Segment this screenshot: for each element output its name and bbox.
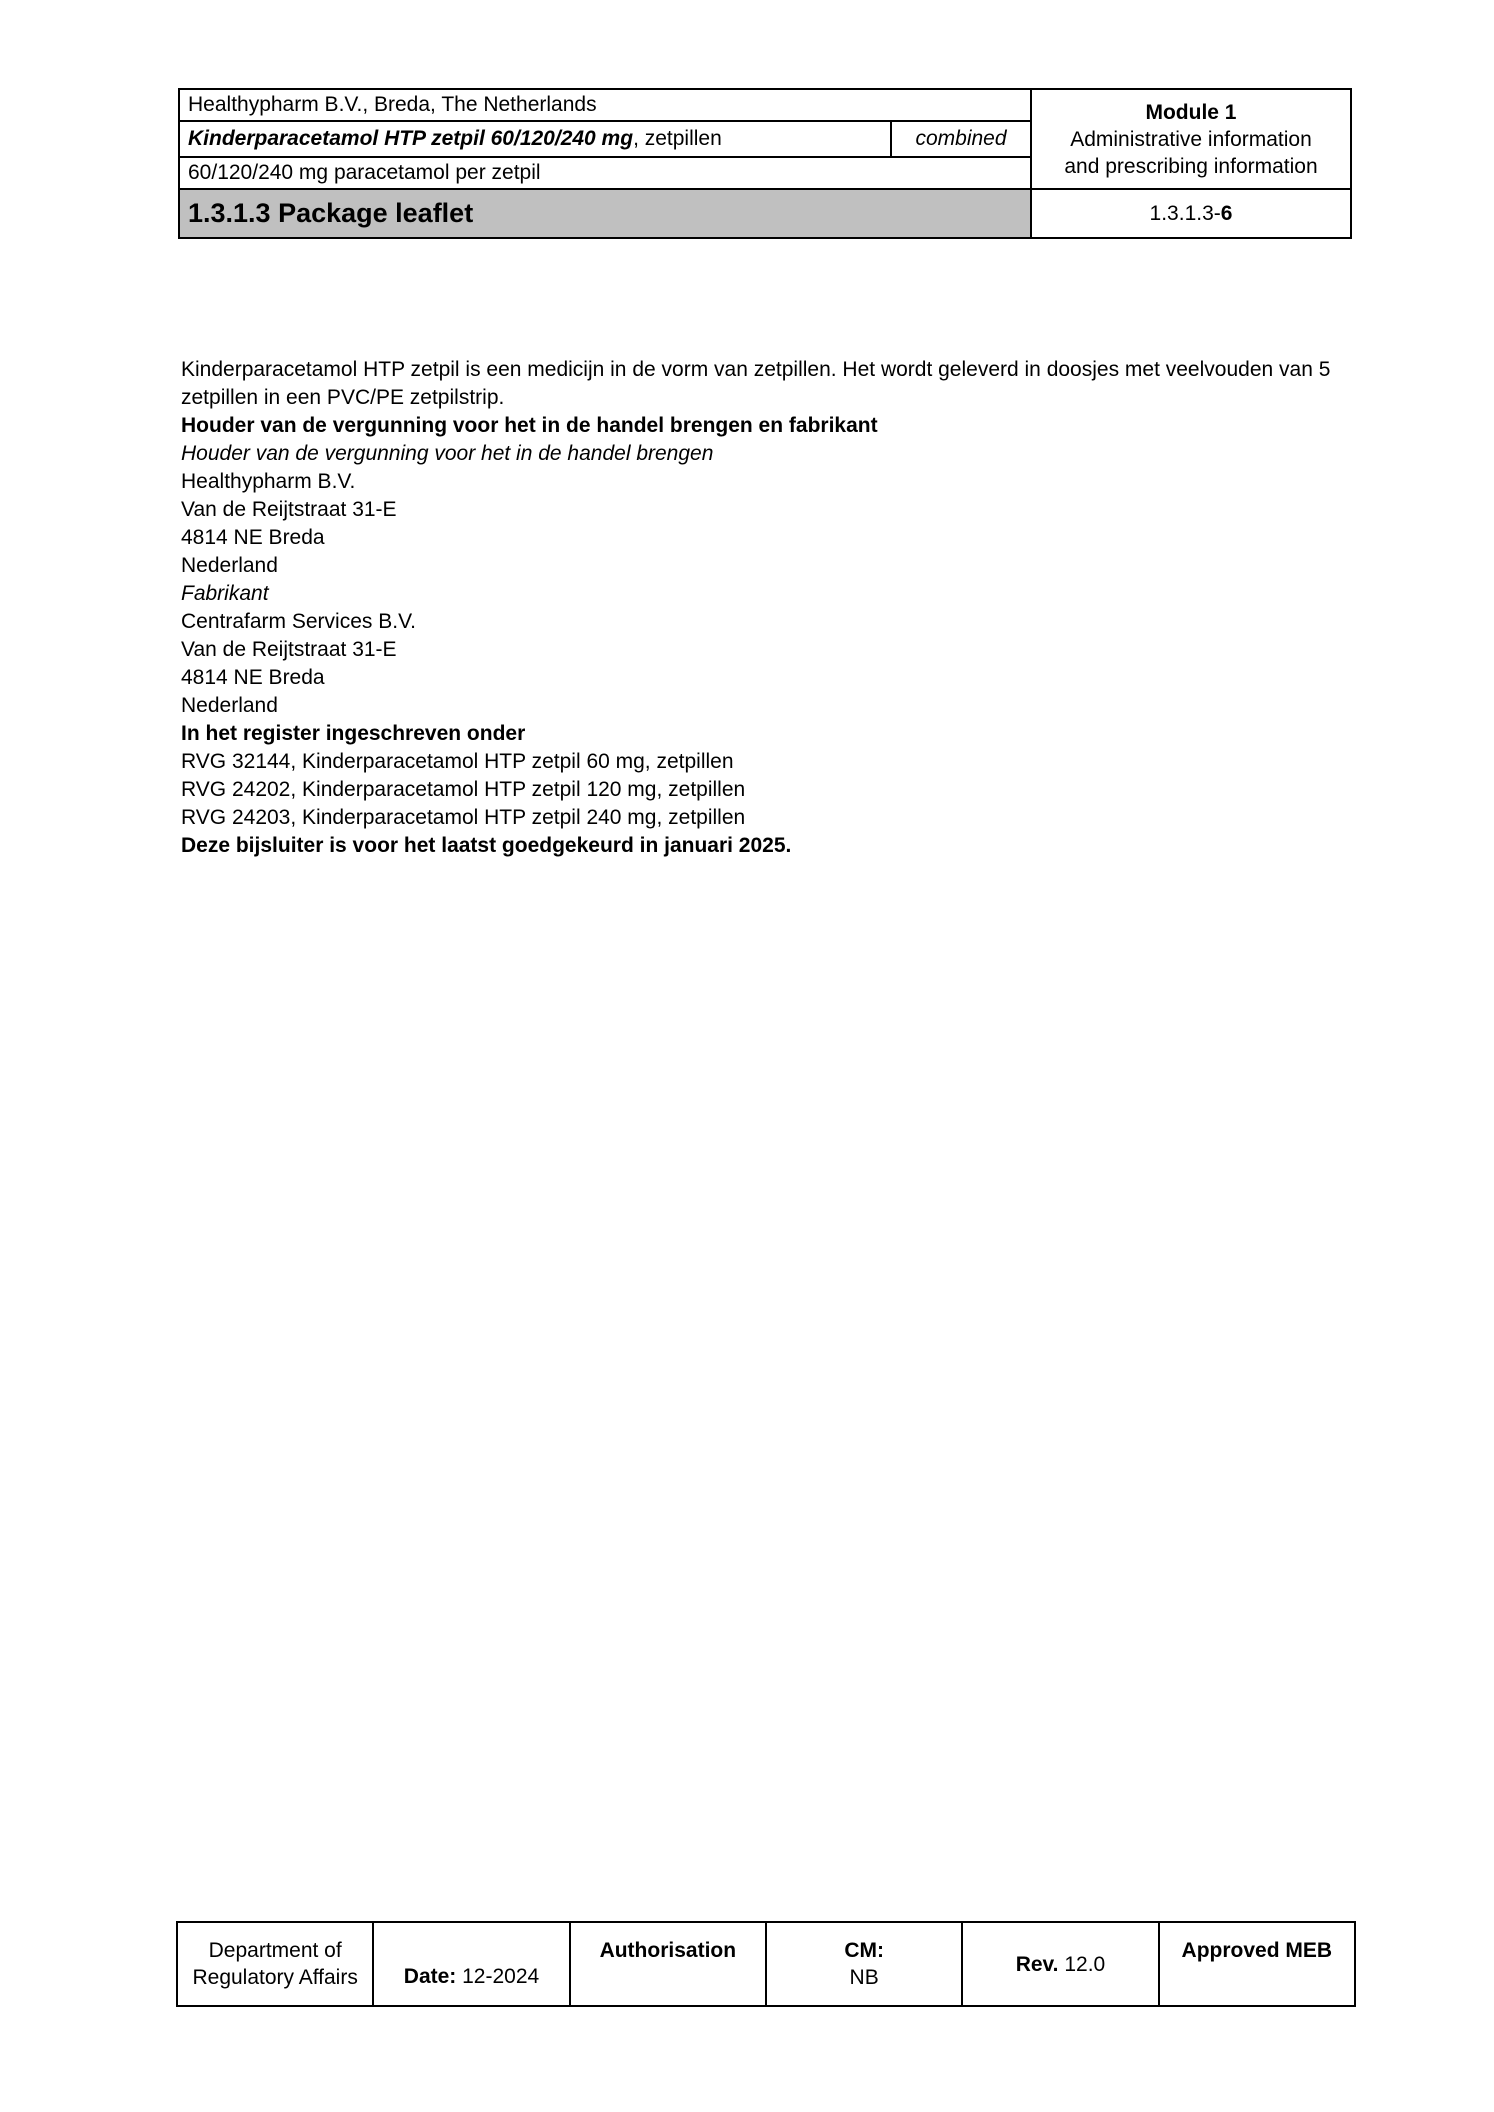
manufacturer-address-line: Nederland [181,694,278,717]
footer-approved-cell [1158,1923,1354,2005]
authorisation-label: Authorisation [599,1939,737,1962]
combined-cell [890,122,1030,156]
product-row [180,122,1030,158]
register-entry: RVG 24203, Kinderparacetamol HTP zetpil 240 mg, zetpillen [181,806,746,829]
cm-label: CM: [844,1939,884,1962]
module-line2: and prescribing information [1064,154,1318,178]
module-title: Module 1 [1145,100,1237,124]
page-ref-cell [1032,190,1350,237]
rev-label: Rev. [1015,1952,1059,1976]
holder-address-line: Nederland [181,554,278,577]
holder-address-line: Healthypharm B.V. [181,470,356,493]
module-cell [1032,90,1350,190]
page-ref-prefix: 1.3.1.3- [1149,201,1221,225]
intro-paragraph: Kinderparacetamol HTP zetpil is een medicijn in de vorm van zetpillen. Het wordt geleverd in doosjes met veelvouden van 5 zetpillen in een PVC/PE zetpilstrip. [181,358,1331,409]
footer-rev-cell [961,1923,1157,2005]
holder-address-line: Van de Reijtstraat 31-E [181,498,397,521]
strength-line: 60/120/240 mg paracetamol per zetpil [188,161,541,184]
holder-subheading: Houder van de vergunning voor het in de handel brengen [181,442,714,465]
department-line2: Regulatory Affairs [192,1966,358,1989]
manufacturer-address-line: 4814 NE Breda [181,666,325,689]
footer-date-cell [372,1923,568,2005]
holder-heading: Houder van de vergunning voor het in de handel brengen en fabrikant [181,414,878,437]
page-ref-number: 6 [1220,201,1233,225]
company-row [180,90,1030,122]
manufacturer-address-line: Centrafarm Services B.V. [181,610,416,633]
footer-department-cell [178,1923,372,2005]
register-entry: RVG 32144, Kinderparacetamol HTP zetpil 60 mg, zetpillen [181,750,734,773]
approval-line: Deze bijsluiter is voor het laatst goedgekeurd in januari 2025. [181,834,792,857]
strength-row [180,158,1030,190]
module-line1: Administrative information [1070,127,1312,151]
section-title-row [180,190,1030,237]
register-entry: RVG 24202, Kinderparacetamol HTP zetpil 120 mg, zetpillen [181,778,746,801]
company-name: Healthypharm B.V., Breda, The Netherlands [188,93,597,116]
document-header-table [178,88,1352,239]
product-cell [180,122,890,156]
manufacturer-address-line: Van de Reijtstraat 31-E [181,638,397,661]
footer-authorisation-cell [569,1923,765,2005]
combined-label: combined [915,127,1007,150]
date-label: Date: [403,1965,457,1988]
cm-value: NB [849,1966,879,1989]
approved-label: Approved MEB [1181,1939,1333,1962]
manufacturer-subheading: Fabrikant [181,582,269,605]
product-name: Kinderparacetamol HTP zetpil 60/120/240 mg [188,127,634,150]
header-left-column [180,90,1032,237]
section-title: 1.3.1.3 Package leaflet [188,198,474,228]
register-heading: In het register ingeschreven onder [181,722,526,745]
product-suffix: , zetpillen [633,127,722,150]
holder-address-line: 4814 NE Breda [181,526,325,549]
document-footer-table [176,1921,1356,2007]
department-line1: Department of [208,1939,342,1962]
rev-value: 12.0 [1058,1952,1106,1976]
footer-cm-cell [765,1923,961,2005]
document-body [181,356,1343,860]
header-right-column [1032,90,1350,237]
date-value: 12-2024 [456,1965,540,1988]
